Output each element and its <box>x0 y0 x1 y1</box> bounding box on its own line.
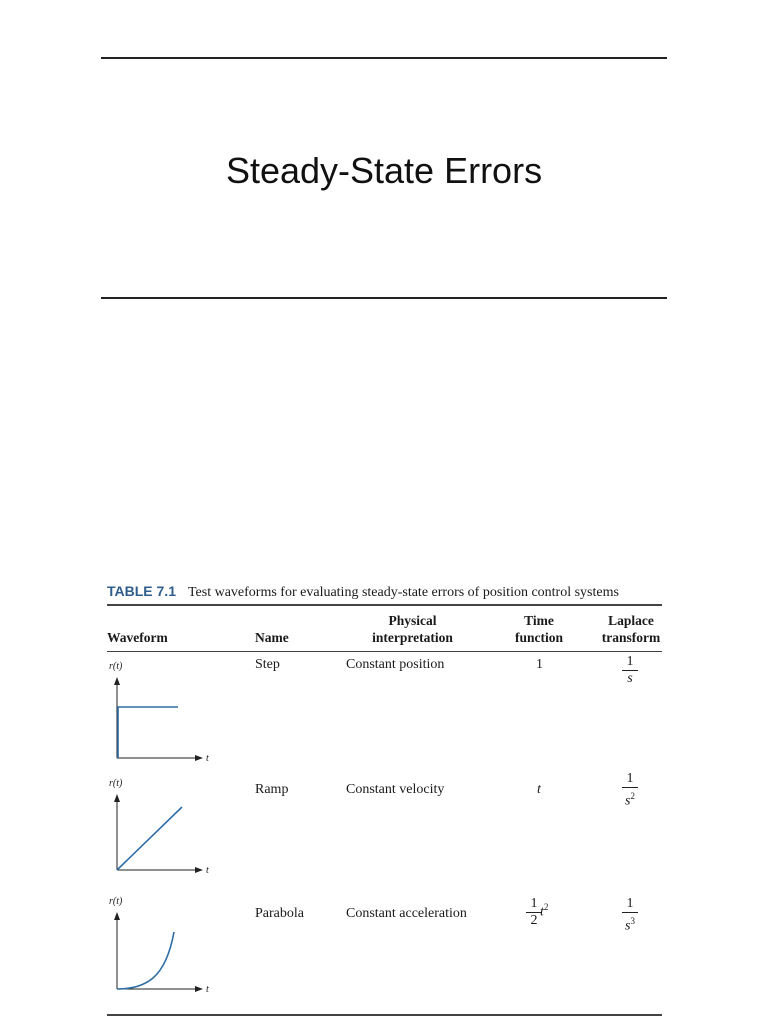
header-physical-line2: interpretation <box>372 630 453 645</box>
row-ramp-laplace-den-var: s <box>625 793 631 809</box>
row-step-time-function: 1 <box>536 657 543 672</box>
row-parabola-laplace <box>620 897 640 934</box>
row-parabola-time-var-letter: t <box>540 904 544 920</box>
table-top-rule <box>107 604 662 606</box>
row-step-laplace-den <box>620 672 640 686</box>
fraction-bar <box>622 912 638 913</box>
header-laplace-transform <box>598 612 664 646</box>
row-parabola-time-var <box>540 902 548 921</box>
r-of-t-label: r(t) <box>109 661 123 672</box>
step-waveform-graphic <box>100 655 220 765</box>
row-ramp-laplace-den-exp: 2 <box>630 791 635 801</box>
row-parabola-laplace-den <box>620 914 640 934</box>
row-step-interpretation: Constant position <box>346 657 445 672</box>
header-laplace-line1: Laplace <box>608 613 654 628</box>
row-ramp-laplace <box>620 772 640 809</box>
header-bottom-rule <box>107 651 662 652</box>
header-waveform: Waveform <box>107 630 168 645</box>
t-axis-label: t <box>206 753 209 764</box>
header-time-line1: Time <box>524 613 554 628</box>
top-rule <box>101 57 667 59</box>
row-ramp-time-function: t <box>537 782 541 797</box>
header-laplace-line2: transform <box>601 630 661 645</box>
parabola-waveform-graphic <box>100 890 220 1000</box>
row-step-name: Step <box>255 657 280 672</box>
table-caption <box>107 583 619 601</box>
row-ramp-name: Ramp <box>255 782 289 797</box>
ramp-waveform-plot <box>100 772 220 882</box>
row-parabola-laplace-den-var: s <box>625 918 631 934</box>
header-time-function <box>504 612 574 646</box>
row-parabola-laplace-den-exp: 3 <box>630 916 635 926</box>
row-parabola-time-exp: 2 <box>543 902 549 912</box>
parabola-waveform-plot <box>100 890 220 1000</box>
step-waveform-plot <box>100 655 220 765</box>
title-bottom-rule <box>101 297 667 299</box>
header-physical-interpretation <box>350 612 475 646</box>
r-of-t-label: r(t) <box>109 896 123 907</box>
row-ramp-laplace-num: 1 <box>626 771 634 786</box>
header-physical-line1: Physical <box>388 613 437 628</box>
t-axis-label: t <box>206 865 209 876</box>
row-parabola-time-num: 1 <box>530 896 538 911</box>
table-bottom-rule <box>107 1014 662 1016</box>
fraction-bar <box>622 787 638 788</box>
slide-title: Steady-State Errors <box>225 150 543 191</box>
row-parabola-name: Parabola <box>255 906 304 921</box>
table-label: TABLE 7.1 <box>107 583 176 599</box>
row-parabola-interpretation: Constant acceleration <box>346 906 467 921</box>
t-axis-label: t <box>206 984 209 995</box>
header-time-line2: function <box>514 630 563 645</box>
row-ramp-laplace-den <box>620 789 640 809</box>
row-parabola-laplace-num: 1 <box>626 896 634 911</box>
table-caption-text: Test waveforms for evaluating steady-state errors of position control systems <box>187 585 619 600</box>
row-step-laplace-num: 1 <box>626 654 634 669</box>
row-ramp-interpretation: Constant velocity <box>346 782 445 797</box>
header-name: Name <box>255 630 289 645</box>
row-parabola-time-den: 2 <box>530 913 538 928</box>
r-of-t-label: r(t) <box>109 778 123 789</box>
ramp-waveform-graphic <box>100 772 220 882</box>
row-step-laplace-den-var: s <box>627 671 633 686</box>
row-step-laplace <box>620 655 640 686</box>
